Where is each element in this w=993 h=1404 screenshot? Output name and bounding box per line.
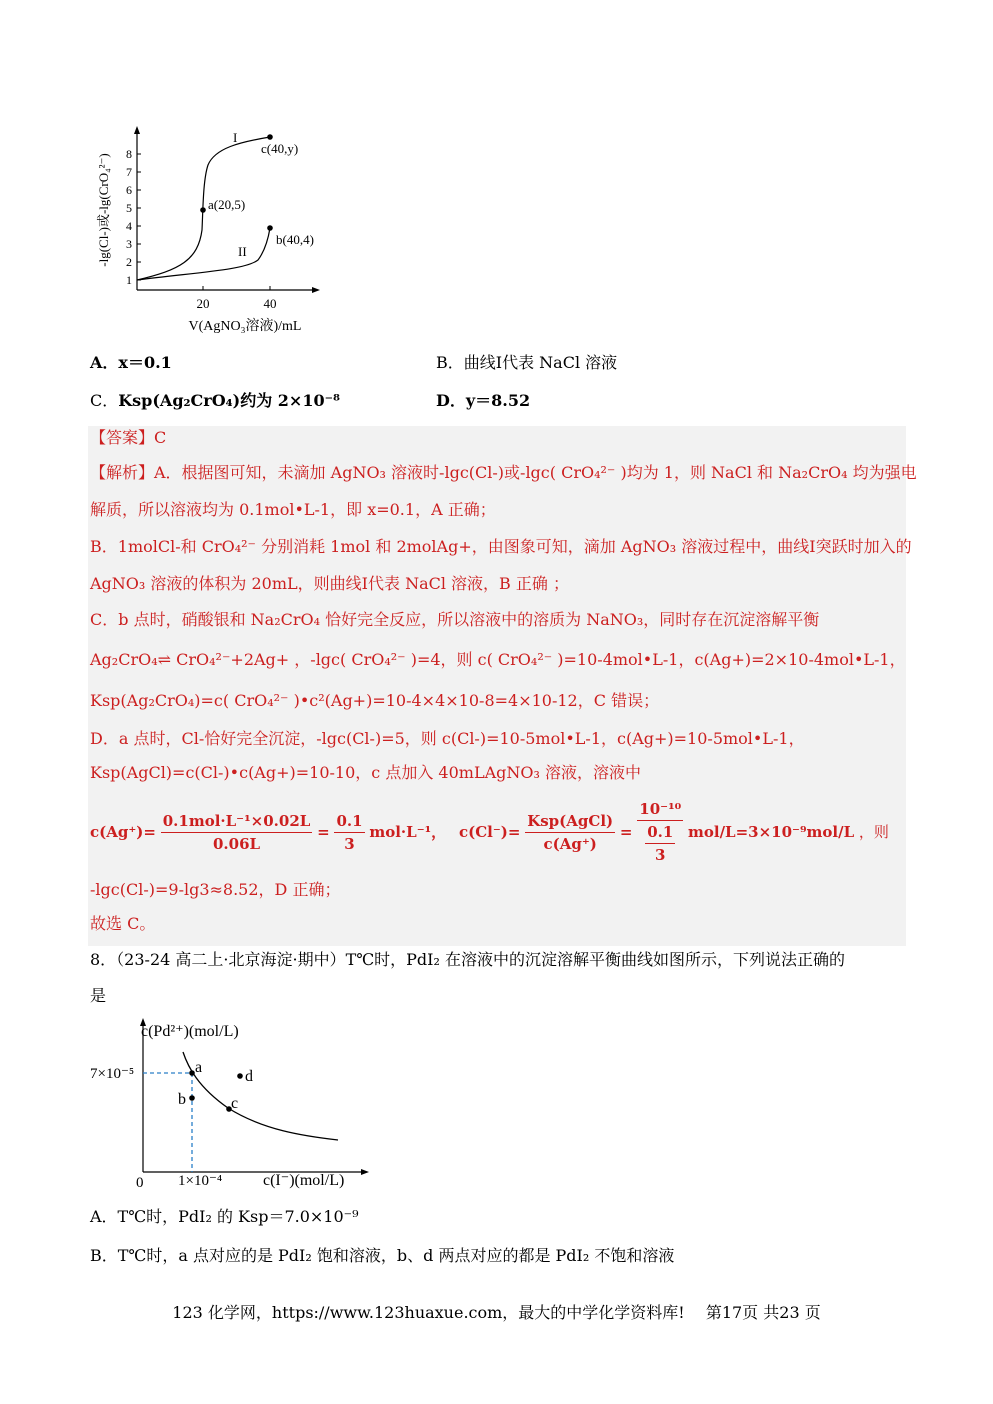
analysis-line: 故选 C。 — [90, 914, 156, 933]
ytick: 3 — [126, 237, 132, 251]
eq-ag-fraction — [161, 810, 313, 855]
analysis-line: AgNO₃ 溶液的体积为 20mL，则曲线I代表 NaCl 溶液，B 正确 ； — [90, 574, 569, 593]
label-c: c(40,y) — [261, 141, 299, 156]
option-d: D．y＝8.52 — [436, 391, 531, 410]
origin-label: 0 — [136, 1175, 144, 1191]
label-curve-i: I — [233, 130, 238, 145]
option-c — [90, 390, 340, 412]
page-footer: 123 化学网，https://www.123huaxue.com，最大的中学化学资料库! 第17页 共23 页 — [172, 1303, 821, 1322]
point-b — [189, 1095, 195, 1101]
option-b: B．曲线I代表 NaCl 溶液 — [436, 353, 618, 372]
point-b — [267, 225, 273, 231]
label-curve-ii: II — [238, 244, 247, 259]
label-b: b(40,4) — [276, 232, 314, 247]
eq-cl-equals: = — [619, 823, 633, 841]
ytick: 6 — [126, 183, 132, 197]
analysis-line: 【解析】A．根据图可知，未滴加 AgNO₃ 溶液时-lgc(Cl-)或-lgc( CrO₄²⁻ )均为 1，则 NaCl 和 Na₂CrO₄ 均为强电 — [90, 463, 917, 482]
label-b: b — [178, 1091, 186, 1108]
eq-cl-fraction — [525, 810, 615, 855]
eq-ag-equals: = — [317, 823, 330, 841]
ytick: 1 — [126, 273, 132, 287]
y-tick-label: 7×10⁻⁵ — [90, 1066, 135, 1082]
ytick: 4 — [126, 219, 132, 233]
question-8-stem-cont: 是 — [90, 986, 107, 1005]
q8-option-b: B．T℃时，a 点对应的是 PdI₂ 饱和溶液，b、d 两点对应的都是 PdI₂ 不饱和溶液 — [90, 1246, 675, 1265]
eq-ag-numerator: 0.1mol·L⁻¹×0.02L — [161, 810, 313, 833]
eq-cl-denominator: c(Ag⁺) — [543, 834, 597, 853]
point-a — [200, 207, 206, 213]
ytick: 2 — [126, 255, 132, 269]
analysis-line: C．b 点时，硝酸银和 Na₂CrO₄ 恰好完全反应，所以溶液中的溶质为 NaNO₃，同时存在沉淀溶解平衡 — [90, 610, 820, 629]
eq-cl-inner-den: 3 — [655, 846, 666, 864]
curve-ii — [137, 228, 270, 280]
option-a: A．x＝0.1 — [90, 353, 172, 372]
x-tick-label: 1×10⁻⁴ — [178, 1173, 223, 1189]
eq-cl-inner-fraction — [645, 821, 675, 866]
eq-ag-fraction2 — [334, 810, 364, 855]
eq-ag-denominator2: 3 — [344, 834, 355, 853]
solubility-curve — [183, 1052, 338, 1140]
eq-ag-denominator: 0.06L — [212, 834, 261, 853]
label-a: a(20,5) — [208, 197, 246, 212]
analysis-line: -lgc(Cl-)=9-lg3≈8.52，D 正确； — [90, 880, 341, 899]
option-c-prefix: C． — [90, 391, 119, 410]
eq-ag-left: c(Ag⁺)= — [90, 823, 156, 841]
point-a — [189, 1070, 195, 1076]
eq-cl-fraction2 — [637, 798, 683, 866]
analysis-line: Ksp(Ag₂CrO₄)=c( CrO₄²⁻ )•c²(Ag+)=10-4×4×10-8=4×10-12，C 错误； — [90, 691, 660, 710]
question-8-stem: 8．（23-24 高二上·北京海淀·期中）T℃时，PdI₂ 在溶液中的沉淀溶解平衡曲线如图所示，下列说法正确的 — [90, 950, 845, 969]
analysis-line: D．a 点时，Cl-恰好完全沉淀，-lgc(Cl-)=5，则 c(Cl-)=10-5mol•L-1，c(Ag+)=10-5mol•L-1， — [90, 729, 805, 748]
ytick: 5 — [126, 201, 132, 215]
eq-cl-inner-num: 0.1 — [645, 821, 675, 844]
analysis-line: Ksp(AgCl)=c(Cl-)•c(Ag+)=10-10，c 点加入 40mLAgNO₃ 溶液，溶液中 — [90, 763, 641, 782]
ytick: 8 — [126, 147, 132, 161]
eq-ag-unit: mol·L⁻¹， — [369, 823, 447, 841]
eq-then: ，则 — [858, 823, 889, 841]
eq-cl-numerator2: 10⁻¹⁰ — [637, 798, 683, 821]
eq-cl-numerator: Ksp(AgCl) — [525, 810, 615, 833]
x-axis-label: V(AgNO₃溶液)/mL — [188, 319, 302, 334]
point-d — [237, 1073, 243, 1079]
y-axis-label: -lg(Cl-)或-lg(CrO₄²⁻) — [96, 153, 111, 267]
xtick: 40 — [263, 296, 277, 311]
eq-ag-numerator2: 0.1 — [334, 810, 364, 833]
q8-option-a: A．T℃时，PdI₂ 的 Ksp＝7.0×10⁻⁹ — [90, 1207, 359, 1226]
ytick: 7 — [126, 165, 132, 179]
label-d: d — [245, 1068, 253, 1085]
analysis-line: 解质，所以溶液均为 0.1mol•L-1，即 x=0.1，A 正确； — [90, 500, 496, 519]
analysis-line: B．1molCl-和 CrO₄²⁻ 分别消耗 1mol 和 2molAg+，由图象可知，滴加 AgNO₃ 溶液过程中，曲线I突跃时加入的 — [90, 537, 912, 556]
point-c — [267, 134, 273, 140]
figure-titration-curves — [90, 120, 350, 340]
eq-cl-denominator2 — [637, 821, 683, 866]
y-axis-label: c(Pd²⁺)(mol/L) — [141, 1023, 239, 1040]
answer-heading: 【答案】C — [90, 428, 167, 447]
x-axis-label: c(I⁻)(mol/L) — [263, 1172, 345, 1189]
eq-cl-tail: mol/L=3×10⁻⁹mol/L — [688, 823, 855, 841]
figure-pdi2-curve — [88, 1012, 378, 1192]
label-a: a — [195, 1059, 203, 1076]
label-c: c — [231, 1095, 239, 1112]
xtick: 20 — [196, 296, 210, 311]
eq-cl-left: c(Cl⁻)= — [458, 823, 521, 841]
equation-row — [90, 798, 889, 866]
option-c-text: Ksp(Ag₂CrO₄)约为 2×10⁻⁸ — [118, 391, 341, 410]
analysis-line: Ag₂CrO₄⇌ CrO₄²⁻+2Ag+ ，-lgc( CrO₄²⁻ )=4，则 c( CrO₄²⁻ )=10-4mol•L-1，c(Ag+)=2×10-4mol•L-1， — [90, 650, 906, 669]
